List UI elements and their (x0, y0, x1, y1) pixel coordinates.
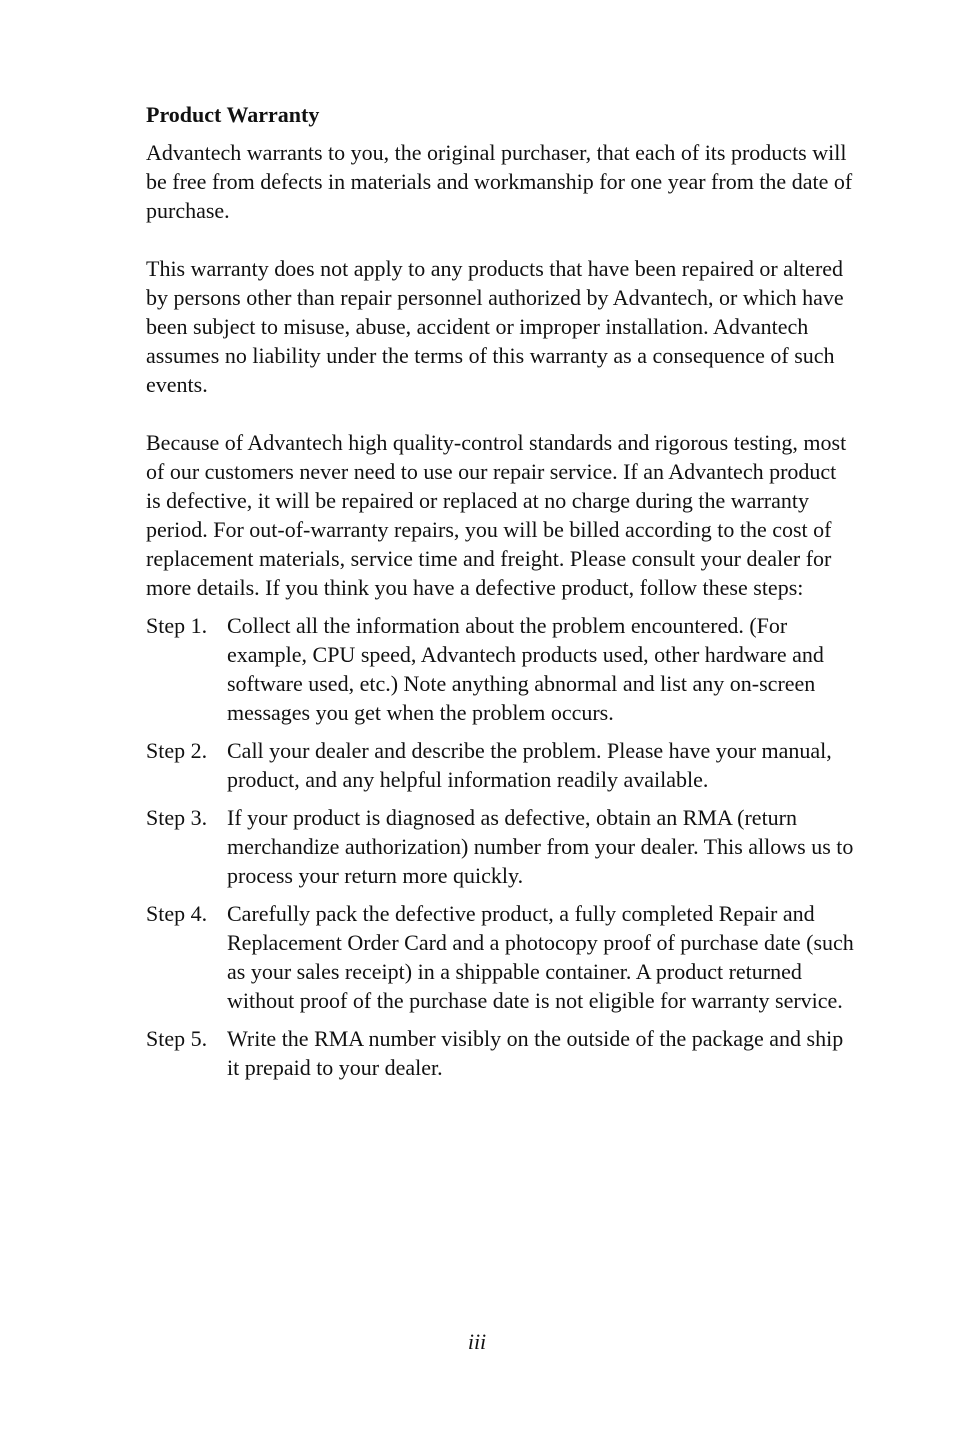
paragraph-gap (146, 399, 856, 428)
warranty-paragraph-1: Advantech warrants to you, the original purchaser, that each of its products will be free from defects in materials and workmanship for one year from the date of purchase. (146, 140, 853, 223)
section-title: Product Warranty (146, 102, 320, 127)
step-label: Step 4. (146, 901, 208, 926)
page-content (146, 100, 856, 1091)
step-text: Carefully pack the defective product, a fully completed Repair and Replacement Order Card and a photocopy proof of purchase date (such as your sales receipt) in a shippable container. A product returned without proof of the purchase date is not eligible for warranty service. (227, 901, 854, 1013)
warranty-paragraph-3: Because of Advantech high quality-control standards and rigorous testing, most of our customers never need to use our repair service. If an Advantech product is defective, it will be repaired or replaced at no charge during the warranty period. For out-of-warranty repairs, you will be billed according to the cost of replacement materials, service time and freight. Please consult your dealer for more details. If you think you have a defective product, follow these steps: (146, 430, 847, 600)
step-label: Step 3. (146, 805, 208, 830)
step-item (146, 611, 856, 727)
warranty-paragraph-2: This warranty does not apply to any products that have been repaired or altered by persons other than repair personnel authorized by Advantech, or which have been subject to misuse, abuse, accident or improper installation. Advantech assumes no liability under the terms of this warranty as a consequence of such events. (146, 256, 844, 397)
step-item (146, 736, 856, 794)
step-item (146, 899, 856, 1015)
step-item (146, 803, 856, 890)
step-text: Call your dealer and describe the problem. Please have your manual, product, and any helpful information readily available. (227, 738, 832, 792)
step-item (146, 1024, 856, 1082)
step-text: Write the RMA number visibly on the outside of the package and ship it prepaid to your dealer. (227, 1026, 844, 1080)
step-text: Collect all the information about the problem encountered. (For example, CPU speed, Advantech products used, other hardware and software used, etc.) Note anything abnormal and list any on-screen messages you get when the problem occurs. (227, 613, 824, 725)
paragraph-gap (146, 225, 856, 254)
page-number: iii (467, 1329, 487, 1354)
step-label: Step 5. (146, 1026, 208, 1051)
step-label: Step 1. (146, 613, 208, 638)
steps-list (146, 611, 856, 1082)
step-text: If your product is diagnosed as defective, obtain an RMA (return merchandize authorization) number from your dealer. This allows us to process your return more quickly. (227, 805, 854, 888)
step-label: Step 2. (146, 738, 208, 763)
